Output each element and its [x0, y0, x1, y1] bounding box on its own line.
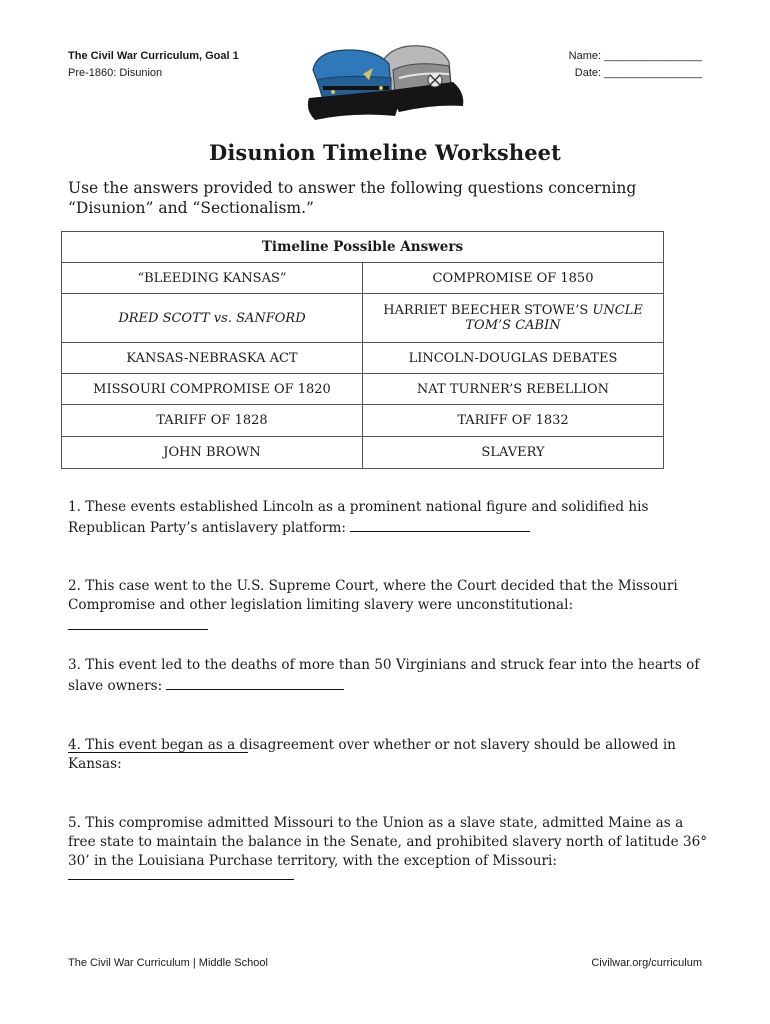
- intro-text: Use the answers provided to answer the following questions concerning “Disunion” and “Sectionalism.”: [68, 179, 637, 217]
- table-row: [62, 405, 664, 437]
- answer-cell: NAT TURNER’S REBELLION: [363, 374, 664, 405]
- answer-cell: [363, 294, 664, 343]
- header-right: [569, 48, 702, 82]
- answer-cell: TARIFF OF 1828: [62, 405, 363, 437]
- table-row: [62, 263, 664, 294]
- question-4: [68, 736, 708, 774]
- answer-cell: DRED SCOTT vs. SANFORD: [62, 294, 363, 343]
- answer-text: HARRIET BEECHER STOWE’S: [383, 303, 593, 318]
- table-row: [62, 343, 664, 374]
- table-row: [62, 294, 664, 343]
- question-text: 2. This case went to the U.S. Supreme Court, where the Court decided that the Missouri Compromise and other legislation limiting slavery were unconstitutional:: [68, 578, 678, 613]
- answer-cell: COMPROMISE OF 1850: [363, 263, 664, 294]
- question-3: [68, 656, 708, 696]
- answer-blank[interactable]: [68, 615, 208, 630]
- answer-cell: SLAVERY: [363, 437, 664, 469]
- page-title: Disunion Timeline Worksheet: [209, 140, 561, 165]
- table-heading: Timeline Possible Answers: [62, 232, 664, 263]
- question-text: 4. This event began as a disagreement over whether or not slavery should be allowed in Kansas:: [68, 737, 676, 772]
- answer-blank[interactable]: [68, 752, 248, 753]
- answer-blank[interactable]: [166, 675, 344, 690]
- table-row: [62, 437, 664, 469]
- answer-cell: LINCOLN-DOUGLAS DEBATES: [363, 343, 664, 374]
- question-text: 5. This compromise admitted Missouri to the Union as a slave state, admitted Maine as a free state to maintain the balance in the Senate, and prohibited slavery north of latitude 36° 30’ in the Louisiana Purchase territory, with the exception of Missouri:: [68, 815, 708, 869]
- question-2: [68, 577, 708, 636]
- answer-cell: TARIFF OF 1832: [363, 405, 664, 437]
- answer-blank[interactable]: [350, 517, 530, 532]
- date-field[interactable]: Date: ________________: [574, 67, 702, 79]
- answer-book-title: UNCLE TOM’S CABIN: [465, 303, 643, 333]
- footer-link[interactable]: Civilwar.org/curriculum: [591, 957, 702, 969]
- table-row: [62, 374, 664, 405]
- question-5: [68, 814, 708, 871]
- answer-blank[interactable]: [68, 879, 294, 880]
- answer-cell: “BLEEDING KANSAS”: [62, 263, 363, 294]
- footer-left: The Civil War Curriculum | Middle School: [68, 957, 268, 969]
- kepi-caps-logo: [303, 40, 471, 122]
- question-text: 3. This event led to the deaths of more than 50 Virginians and struck fear into the hearts of slave owners:: [68, 657, 700, 694]
- table-header-row: [62, 232, 664, 263]
- question-1: [68, 498, 708, 538]
- header-left: [68, 48, 239, 82]
- curriculum-title: The Civil War Curriculum, Goal 1: [68, 50, 239, 62]
- answer-cell: KANSAS-NEBRASKA ACT: [62, 343, 363, 374]
- answer-cell: MISSOURI COMPROMISE OF 1820: [62, 374, 363, 405]
- question-text: 1. These events established Lincoln as a prominent national figure and solidified his Republican Party’s antislavery platform:: [68, 499, 649, 536]
- answer-cell: JOHN BROWN: [62, 437, 363, 469]
- name-field[interactable]: Name: ________________: [568, 50, 702, 62]
- possible-answers-table: [61, 231, 664, 469]
- unit-title: Pre-1860: Disunion: [68, 67, 163, 79]
